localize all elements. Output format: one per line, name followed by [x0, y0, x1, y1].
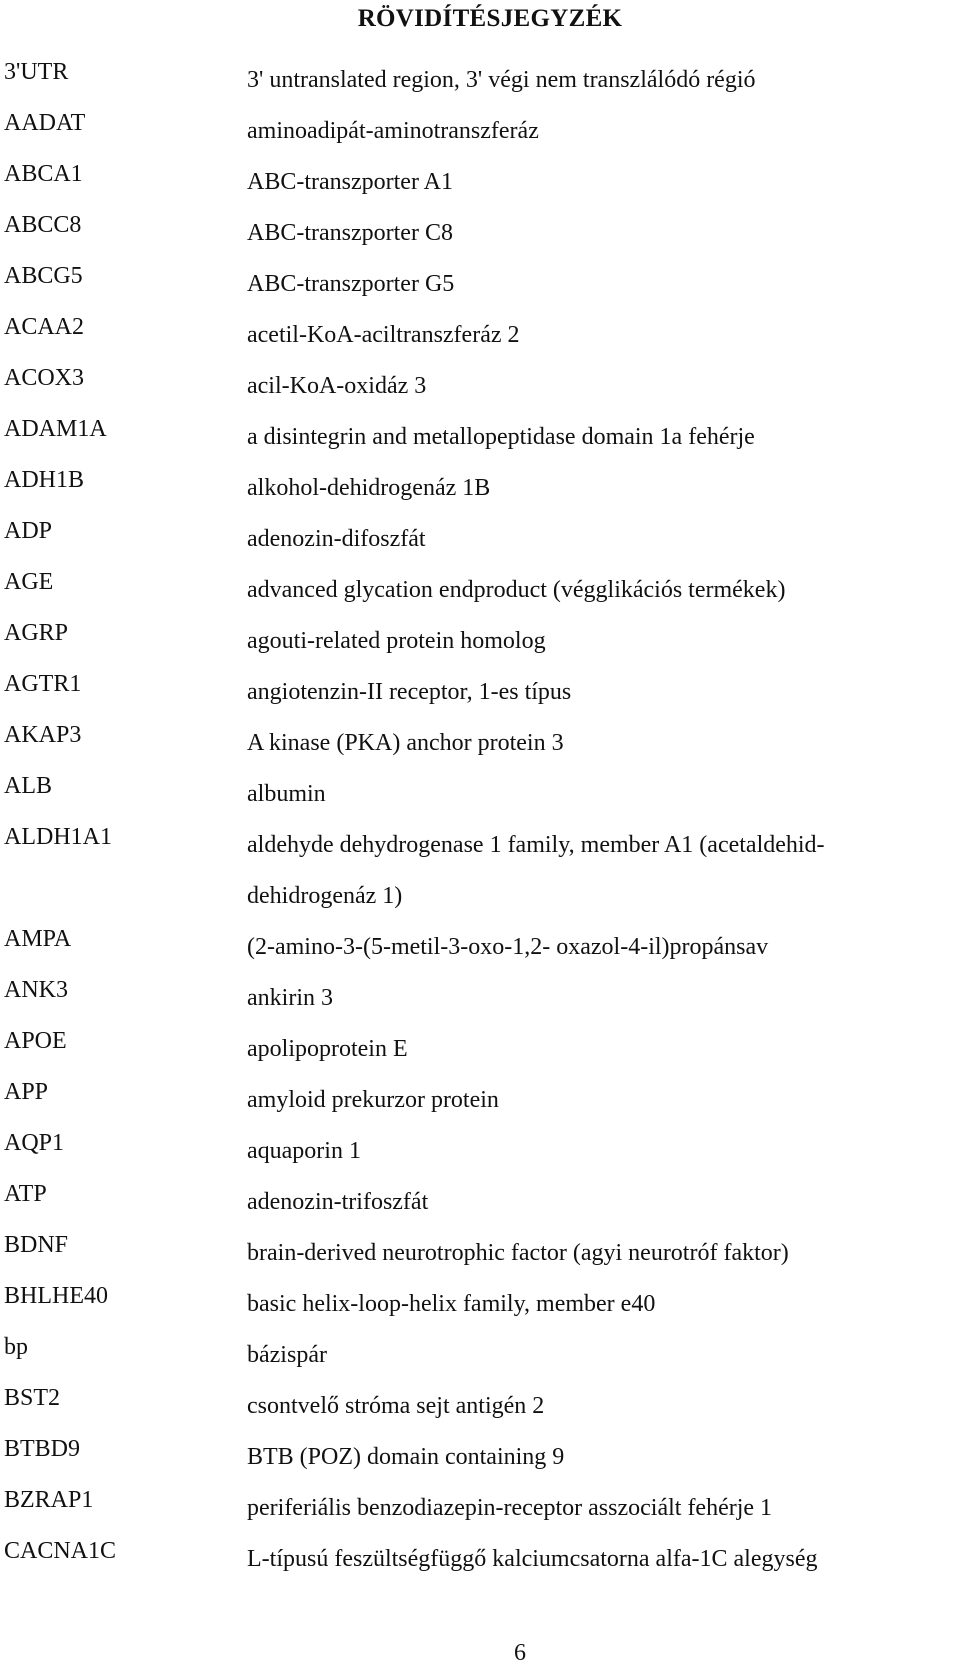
abbreviation-term: ANK3 — [4, 977, 68, 1003]
abbreviation-definition: ankirin 3 — [247, 985, 333, 1011]
abbreviation-term: BTBD9 — [4, 1436, 81, 1462]
abbreviation-definition: brain-derived neurotrophic factor (agyi neurotróf faktor) — [247, 1240, 789, 1266]
abbreviation-term: bp — [4, 1334, 28, 1360]
abbreviation-term: AGE — [4, 569, 54, 595]
abbreviation-definition: BTB (POZ) domain containing 9 — [247, 1444, 565, 1470]
abbreviation-definition: adenozin-difoszfát — [247, 526, 426, 552]
abbreviation-definition: ABC-transzporter C8 — [247, 220, 453, 246]
abbreviation-definition: ABC-transzporter A1 — [247, 169, 453, 195]
abbreviation-term: BZRAP1 — [4, 1487, 94, 1513]
abbreviation-definition: adenozin-trifoszfát — [247, 1189, 429, 1215]
abbreviation-term: AMPA — [4, 926, 72, 952]
abbreviation-definition: acil-KoA-oxidáz 3 — [247, 373, 427, 399]
abbreviation-definition: L-típusú feszültségfüggő kalciumcsatorna alfa-1C alegység — [247, 1546, 818, 1572]
abbreviation-definition: periferiális benzodiazepin-receptor asszociált fehérje 1 — [247, 1495, 773, 1521]
abbreviation-definition: angiotenzin-II receptor, 1-es típus — [247, 679, 572, 705]
abbreviation-term: AKAP3 — [4, 722, 82, 748]
abbreviation-definition: acetil-KoA-aciltranszferáz 2 — [247, 322, 520, 348]
abbreviation-term: APP — [4, 1079, 49, 1105]
abbreviation-term: ABCA1 — [4, 161, 83, 187]
page-title: RÖVIDÍTÉSJEGYZÉK — [357, 5, 623, 32]
abbreviation-definition: a disintegrin and metallopeptidase domain 1a fehérje — [247, 424, 755, 450]
abbreviation-term: AGRP — [4, 620, 69, 646]
abbreviation-term: AADAT — [4, 110, 86, 136]
abbreviation-term: BDNF — [4, 1232, 69, 1258]
abbreviation-term: ATP — [4, 1181, 47, 1207]
abbreviation-definition: bázispár — [247, 1342, 327, 1368]
abbreviation-definition: albumin — [247, 781, 326, 807]
abbreviation-definition: basic helix-loop-helix family, member e40 — [247, 1291, 656, 1317]
abbreviation-term: ACOX3 — [4, 365, 85, 391]
abbreviation-term: ADAM1A — [4, 416, 107, 442]
abbreviation-term: AQP1 — [4, 1130, 65, 1156]
abbreviation-term: ALB — [4, 773, 52, 799]
page-number: 6 — [514, 1640, 526, 1666]
abbreviation-term: ABCC8 — [4, 212, 82, 238]
abbreviation-definition: alkohol-dehidrogenáz 1B — [247, 475, 491, 501]
abbreviation-definition: advanced glycation endproduct (végglikációs termékek) — [247, 577, 786, 603]
abbreviation-definition: aquaporin 1 — [247, 1138, 361, 1164]
abbreviation-term: APOE — [4, 1028, 67, 1054]
abbreviation-definition: ABC-transzporter G5 — [247, 271, 455, 297]
abbreviation-term: ALDH1A1 — [4, 824, 112, 850]
abbreviation-definition: amyloid prekurzor protein — [247, 1087, 499, 1113]
abbreviation-definition: aminoadipát-aminotranszferáz — [247, 118, 539, 144]
abbreviation-definition: agouti-related protein homolog — [247, 628, 546, 654]
abbreviation-term: CACNA1C — [4, 1538, 117, 1564]
abbreviation-term: 3'UTR — [4, 59, 69, 85]
abbreviation-term: ACAA2 — [4, 314, 85, 340]
abbreviation-term: ADP — [4, 518, 53, 544]
abbreviation-definition: A kinase (PKA) anchor protein 3 — [247, 730, 564, 756]
abbreviation-term: ABCG5 — [4, 263, 83, 289]
abbreviation-term: BST2 — [4, 1385, 61, 1411]
abbreviation-definition: csontvelő stróma sejt antigén 2 — [247, 1393, 545, 1419]
abbreviation-definition: (2-amino-3-(5-metil-3-oxo-1,2- oxazol-4-il)propánsav — [247, 934, 769, 960]
abbreviation-term: BHLHE40 — [4, 1283, 108, 1309]
abbreviation-term: ADH1B — [4, 467, 85, 493]
abbreviation-definition: aldehyde dehydrogenase 1 family, member A1 (acetaldehid-dehidrogenáz 1) — [247, 832, 825, 909]
abbreviation-term: AGTR1 — [4, 671, 82, 697]
abbreviation-definition: apolipoprotein E — [247, 1036, 408, 1062]
abbreviation-definition: 3' untranslated region, 3' végi nem transzlálódó régió — [247, 67, 756, 93]
